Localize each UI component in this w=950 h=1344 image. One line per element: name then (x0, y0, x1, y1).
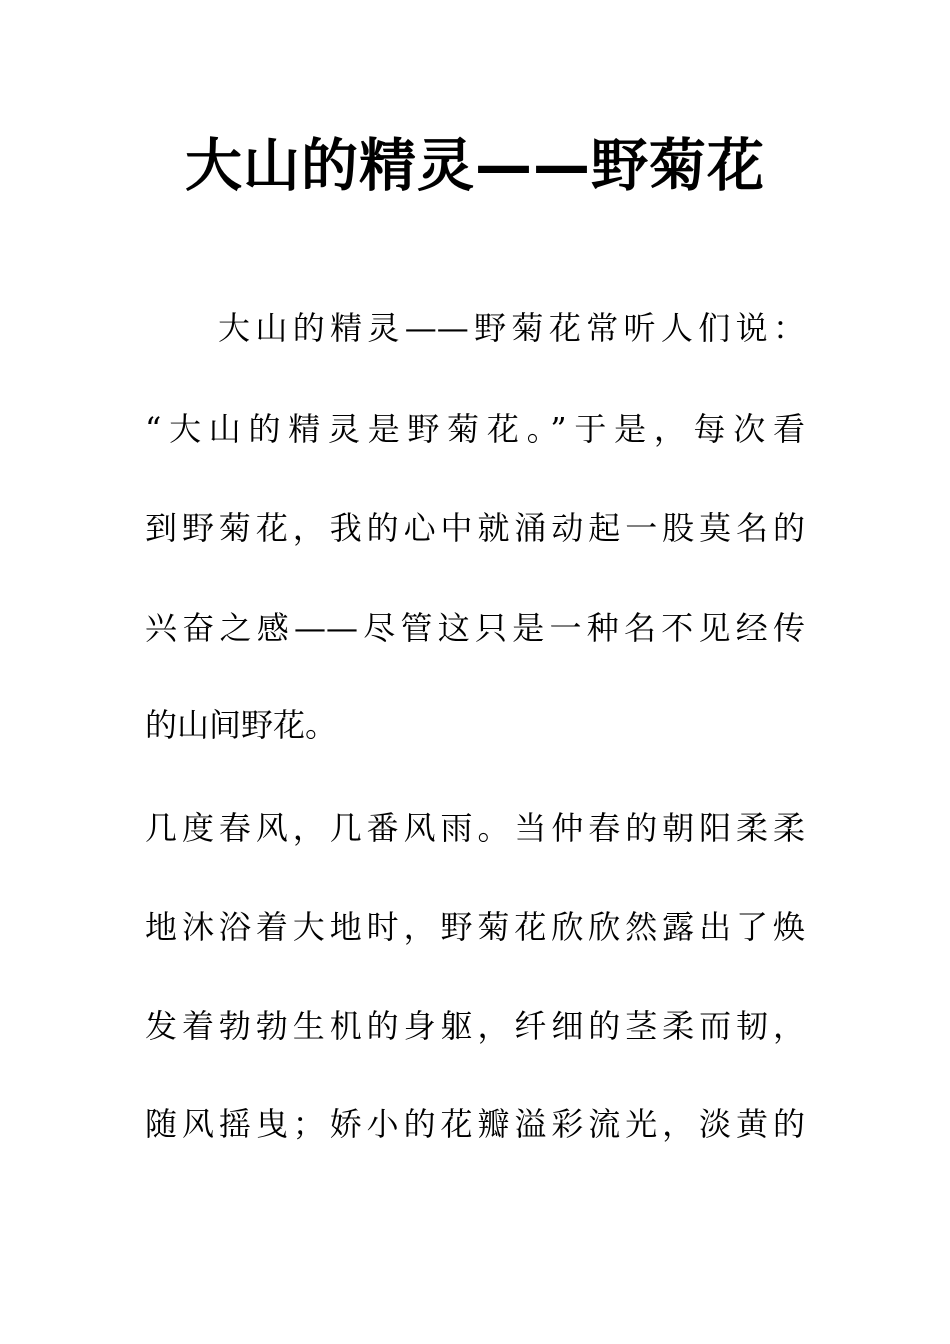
document-title: 大山的精灵——野菊花 (185, 133, 765, 199)
body-line: 几度春风，几番风雨。当仲春的朝阳柔柔 (145, 809, 805, 847)
body-line: 大山的精灵——野菊花常听人们说： (218, 309, 805, 347)
body-line: “大山的精灵是野菊花。”于是，每次看 (145, 410, 805, 448)
body-line: 的山间野花。 (145, 706, 338, 744)
body-line: 随风摇曳；娇小的花瓣溢彩流光，淡黄的 (145, 1105, 805, 1143)
body-line: 发着勃勃生机的身躯，纤细的茎柔而韧， (145, 1007, 805, 1045)
body-line: 兴奋之感——尽管这只是一种名不见经传 (145, 609, 805, 647)
body-line: 地沐浴着大地时，野菊花欣欣然露出了焕 (145, 908, 805, 946)
body-line: 到野菊花，我的心中就涌动起一股莫名的 (145, 509, 805, 547)
